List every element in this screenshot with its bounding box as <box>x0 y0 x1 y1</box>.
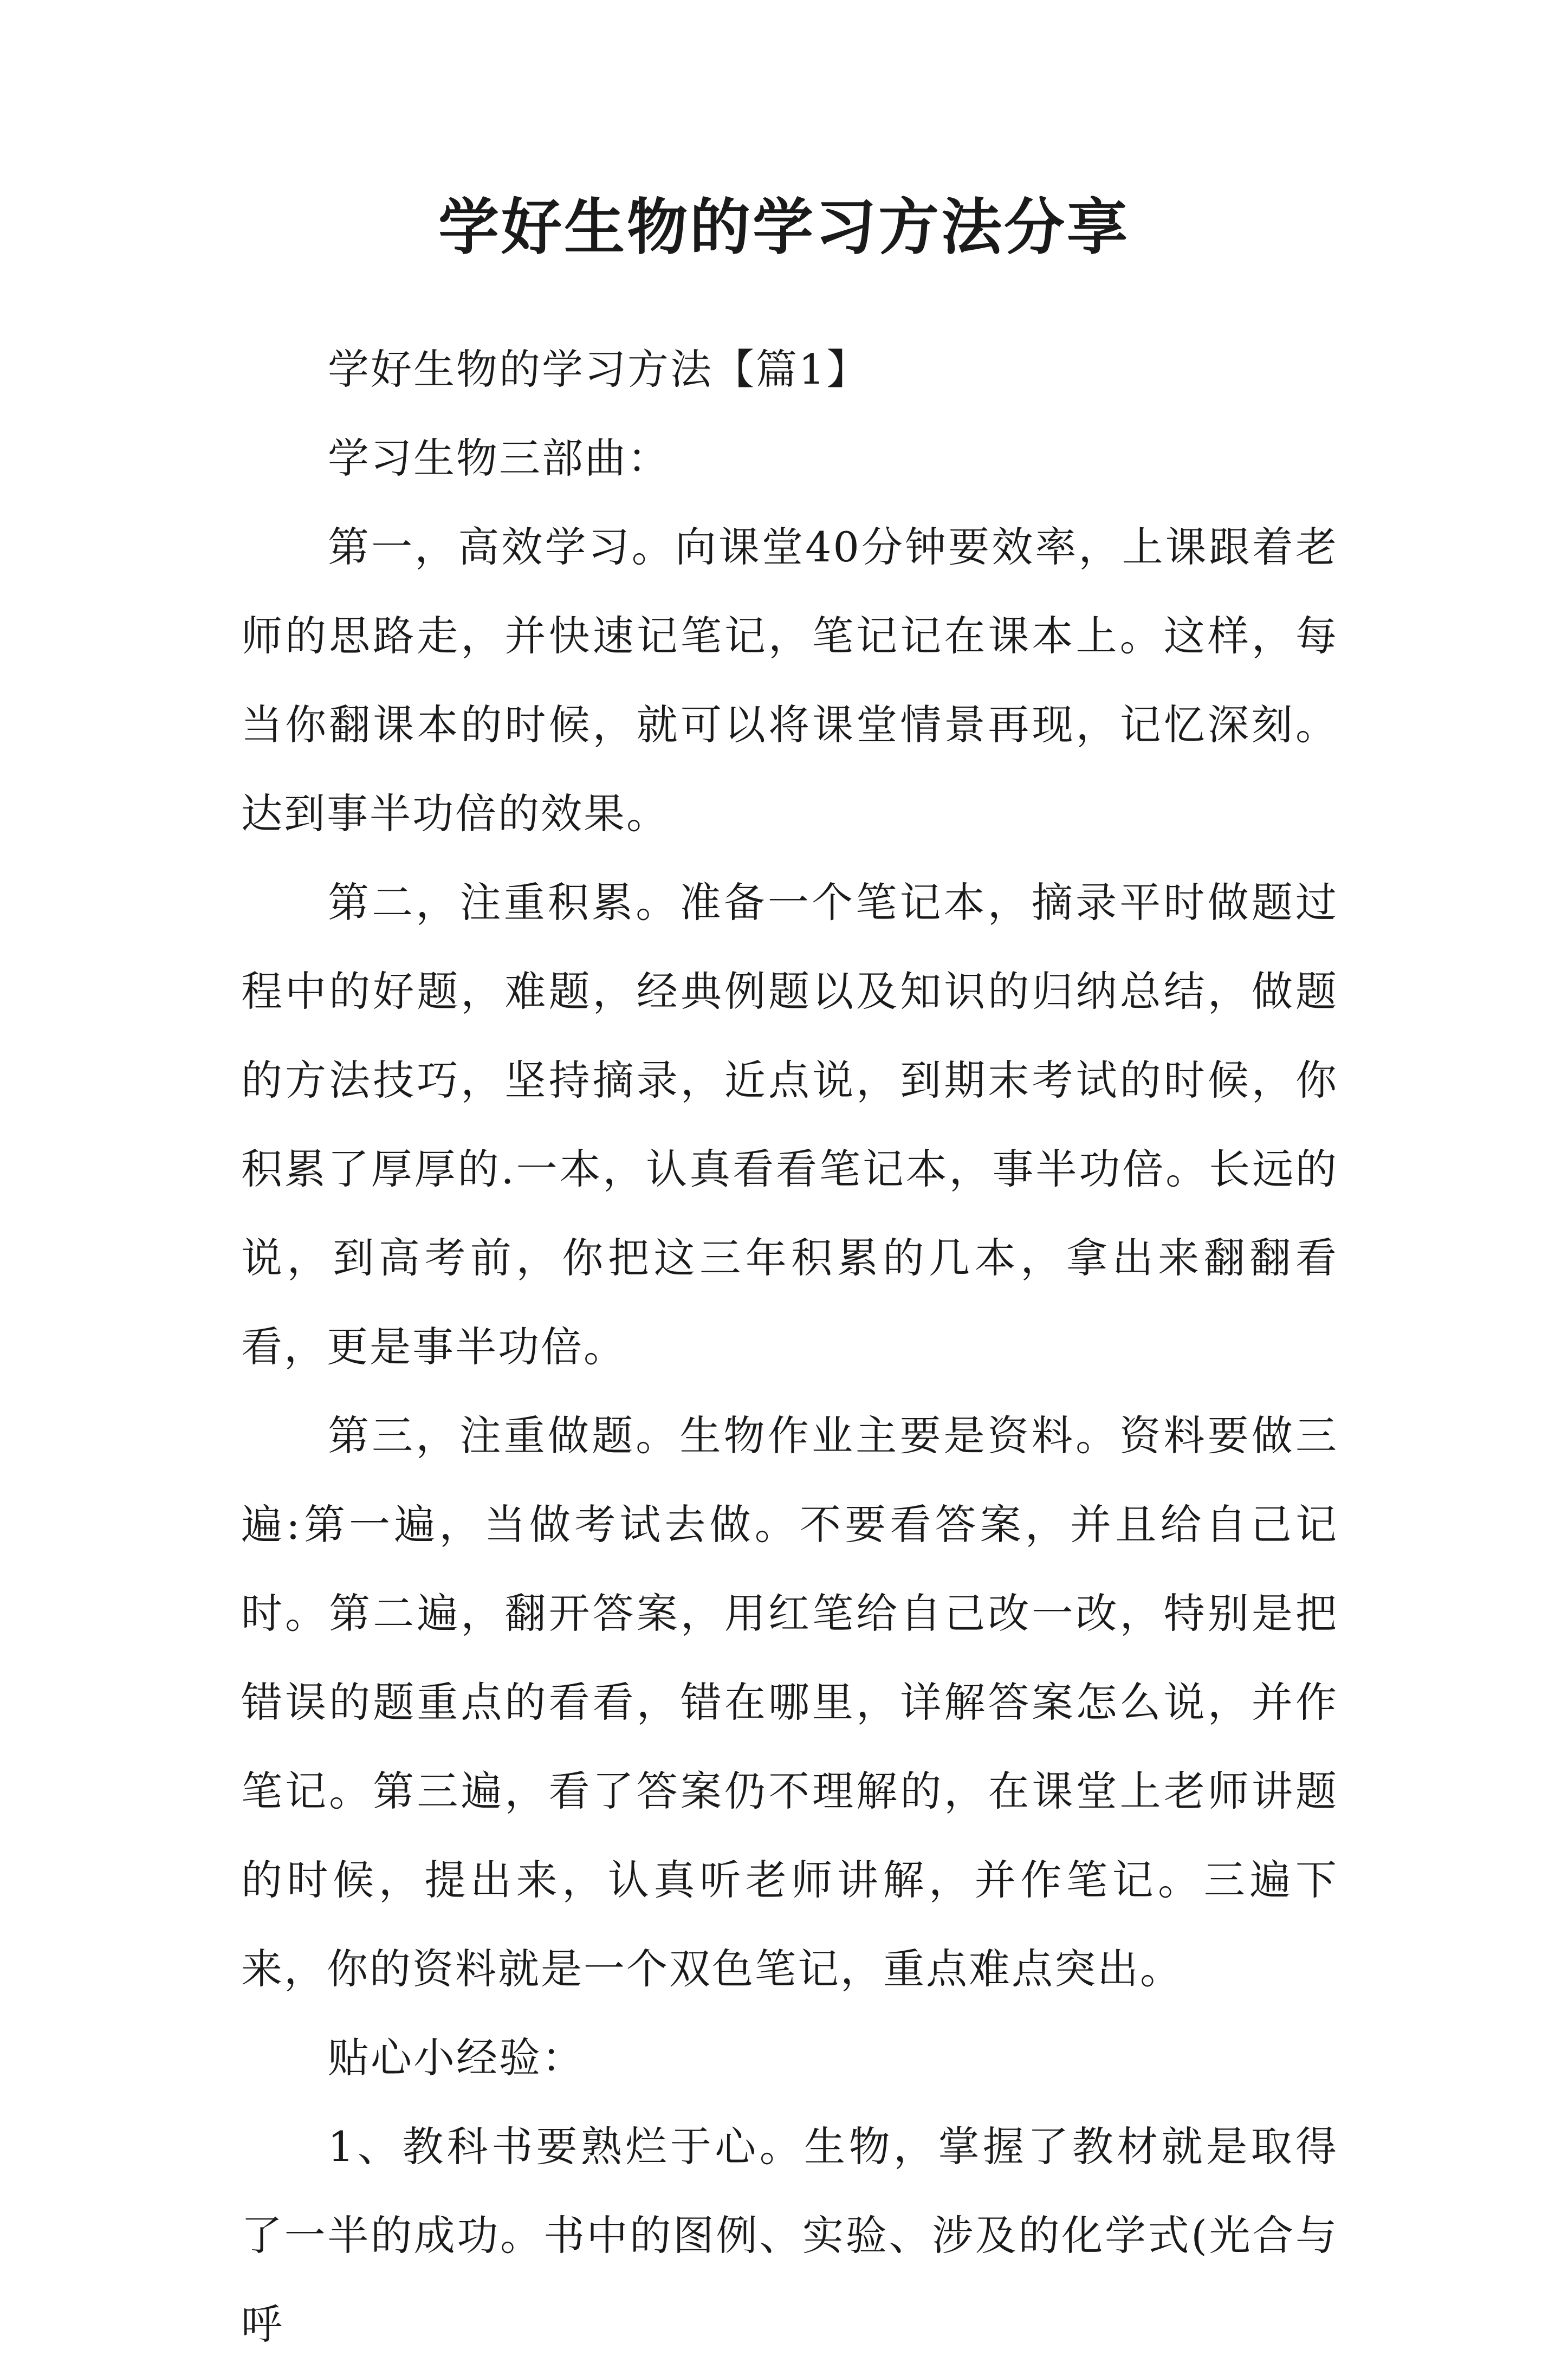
paragraph: 第一，高效学习。向课堂40分钟要效率，上课跟着老师的思路走，并快速记笔记，笔记记在课本上。这样，每当你翻课本的时候，就可以将课堂情景再现，记忆深刻。达到事半功倍的效果。 <box>241 523 1338 838</box>
paragraph: 1、教科书要熟烂于心。生物，掌握了教材就是取得了一半的成功。书中的图例、实验、涉及的化学式(光合与呼 <box>241 2122 1338 2348</box>
section-heading: 学好生物的学习方法【篇1】 <box>328 345 870 393</box>
document-title: 学好生物的学习方法分享 <box>438 192 1130 263</box>
paragraph: 第二，注重积累。准备一个笔记本，摘录平时做题过程中的好题，难题，经典例题以及知识的归纳总结，做题的方法技巧，坚持摘录，近点说，到期末考试的时候，你积累了厚厚的.一本，认真看看笔记本，事半功倍。长远的说，到高考前，你把这三年积累的几本，拿出来翻翻看看，更是事半功倍。 <box>241 878 1338 1371</box>
document-body <box>241 325 1338 2369</box>
paragraph: 第三，注重做题。生物作业主要是资料。资料要做三遍:第一遍，当做考试去做。不要看答案，并且给自己记时。第二遍，翻开答案，用红笔给自己改一改，特别是把错误的题重点的看看，错在哪里，详解答案怎么说，并作笔记。第三遍，看了答案仍不理解的，在课堂上老师讲题的时候，提出来，认真听老师讲解，并作笔记。三遍下来，你的资料就是一个双色笔记，重点难点突出。 <box>241 1412 1338 1993</box>
paragraph: 学习生物三部曲： <box>328 434 670 482</box>
paragraph: 贴心小经验： <box>328 2034 585 2082</box>
